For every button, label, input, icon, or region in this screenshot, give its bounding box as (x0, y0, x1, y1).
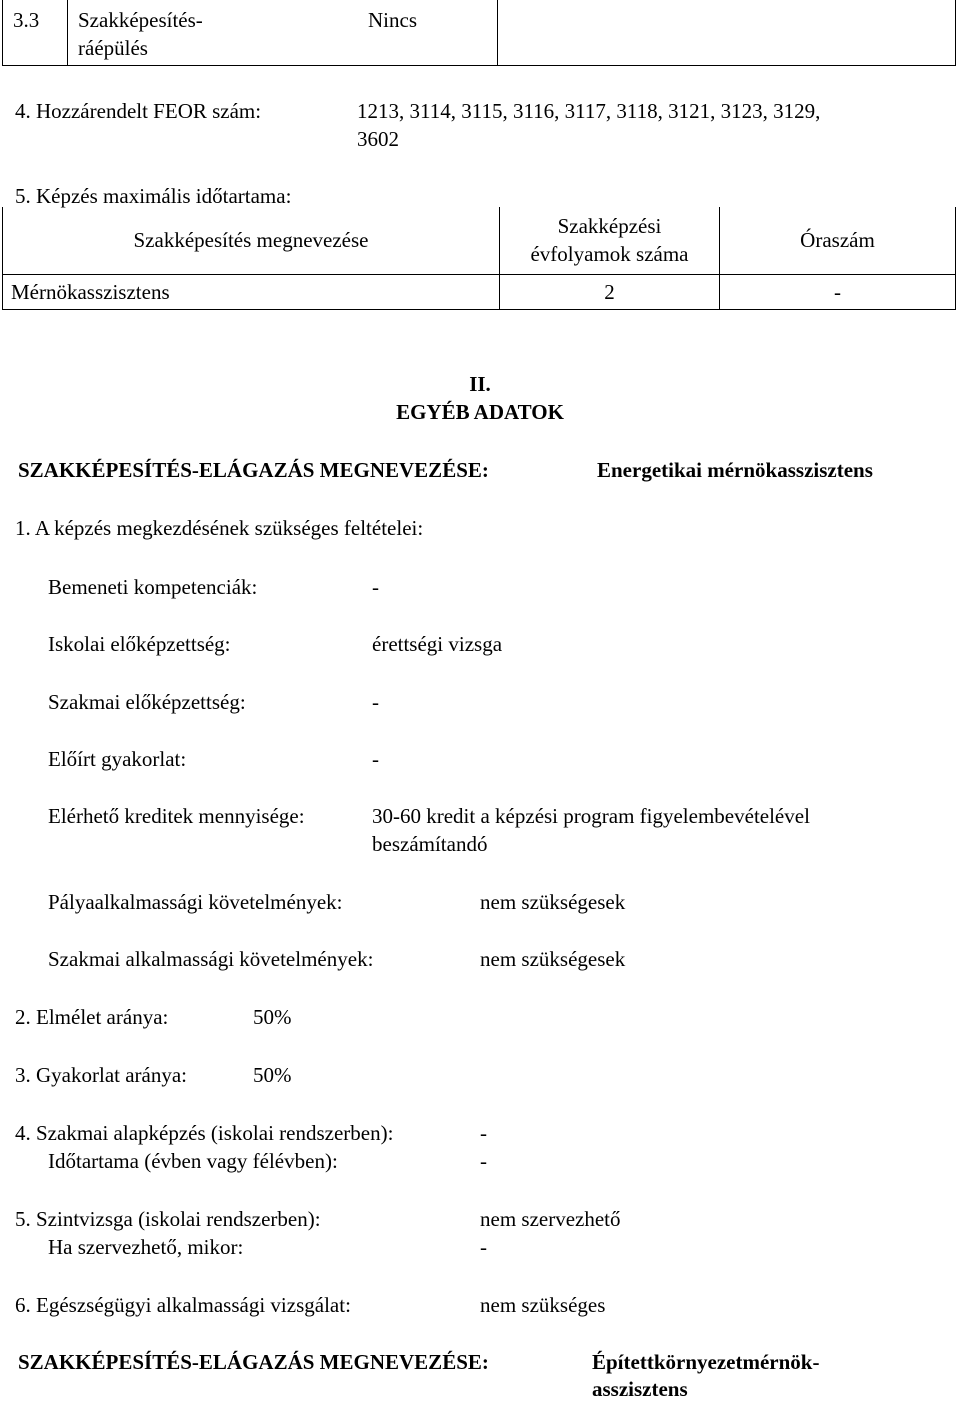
level-exam-when-label: Ha szervezhető, mikor: (48, 1235, 244, 1259)
duration-table (2, 207, 956, 310)
professional-aptitude-label: Szakmai alkalmassági követelmények: (48, 947, 374, 971)
row-hours: - (834, 279, 841, 304)
header-years-line2: évfolyamok száma (530, 242, 689, 267)
required-practice-value: - (372, 747, 379, 771)
section-title: EGYÉB ADATOK (396, 400, 564, 424)
row-empty-cell (498, 0, 956, 66)
career-aptitude-value: nem szükségesek (480, 890, 626, 914)
entry-competence-label: Bemeneti kompetenciák: (48, 575, 258, 599)
header-hours: Óraszám (800, 228, 875, 253)
professional-education-value: - (372, 690, 379, 714)
school-education-label: Iskolai előképzettség: (48, 632, 231, 656)
header-years-line1: Szakképzési (557, 214, 662, 239)
theory-ratio-value: 50% (253, 1005, 292, 1029)
career-aptitude-label: Pályaalkalmassági követelmények: (48, 890, 343, 914)
practice-ratio-value: 50% (253, 1063, 292, 1087)
row-name-cell (3, 274, 500, 310)
section-number: II. (469, 372, 491, 396)
credits-label: Elérhető kreditek mennyisége: (48, 804, 305, 828)
branch2-name-line2: asszisztens (592, 1377, 688, 1401)
feor-codes-line2: 3602 (357, 127, 399, 151)
branch1-name: Energetikai mérnökasszisztens (597, 458, 873, 482)
row-label-line1: Szakképesítés- (78, 8, 203, 32)
basic-training-duration-label: Időtartama (évben vagy félévben): (48, 1149, 338, 1173)
header-name-cell (3, 207, 500, 274)
professional-aptitude-value: nem szükségesek (480, 947, 626, 971)
credits-value-line2: beszámítandó (372, 832, 488, 856)
entry-competence-value: - (372, 575, 379, 599)
branch2-name-line1: Építettkörnyezetmérnök- (592, 1350, 820, 1374)
professional-education-label: Szakmai előképzettség: (48, 690, 246, 714)
row-hours-cell (720, 274, 956, 310)
header-name: Szakképesítés megnevezése (133, 228, 369, 253)
credits-value-line1: 30-60 kredit a képzési program figyelembevételével (372, 804, 810, 828)
basic-training-label: 4. Szakmai alapképzés (iskolai rendszerben): (15, 1121, 394, 1145)
theory-ratio-label: 2. Elmélet aránya: (15, 1005, 169, 1029)
basic-training-value: - (480, 1121, 487, 1145)
practice-ratio-label: 3. Gyakorlat aránya: (15, 1063, 188, 1087)
row-name: Mérnökasszisztens (11, 279, 170, 304)
required-practice-label: Előírt gyakorlat: (48, 747, 187, 771)
row-years-cell (500, 274, 720, 310)
row-value: Nincs (368, 8, 417, 32)
header-years-cell (500, 207, 720, 274)
level-exam-when-value: - (480, 1235, 487, 1259)
level-exam-label: 5. Szintvizsga (iskolai rendszerben): (15, 1207, 321, 1231)
header-hours-cell (720, 207, 956, 274)
row-years: 2 (604, 279, 615, 304)
row-label-cell (68, 0, 498, 66)
row-label-line2: ráépülés (78, 36, 148, 60)
health-check-label: 6. Egészségügyi alkalmassági vizsgálat: (15, 1293, 351, 1317)
branch2-label: SZAKKÉPESÍTÉS-ELÁGAZÁS MEGNEVEZÉSE: (18, 1350, 489, 1374)
duration-label: 5. Képzés maximális időtartama: (15, 184, 292, 208)
feor-codes-line1: 1213, 3114, 3115, 3116, 3117, 3118, 3121, 3123, 3129, (357, 99, 821, 123)
qualification-extension-table (2, 0, 956, 66)
feor-label: 4. Hozzárendelt FEOR szám: (15, 99, 262, 123)
row-number: 3.3 (13, 8, 40, 32)
health-check-value: nem szükséges (480, 1293, 606, 1317)
row-number-cell (3, 0, 68, 66)
branch1-label: SZAKKÉPESÍTÉS-ELÁGAZÁS MEGNEVEZÉSE: (18, 458, 489, 482)
level-exam-value: nem szervezhető (480, 1207, 621, 1231)
item1-title: 1. A képzés megkezdésének szükséges feltételei: (15, 516, 424, 540)
school-education-value: érettségi vizsga (372, 632, 503, 656)
basic-training-duration-value: - (480, 1149, 487, 1173)
